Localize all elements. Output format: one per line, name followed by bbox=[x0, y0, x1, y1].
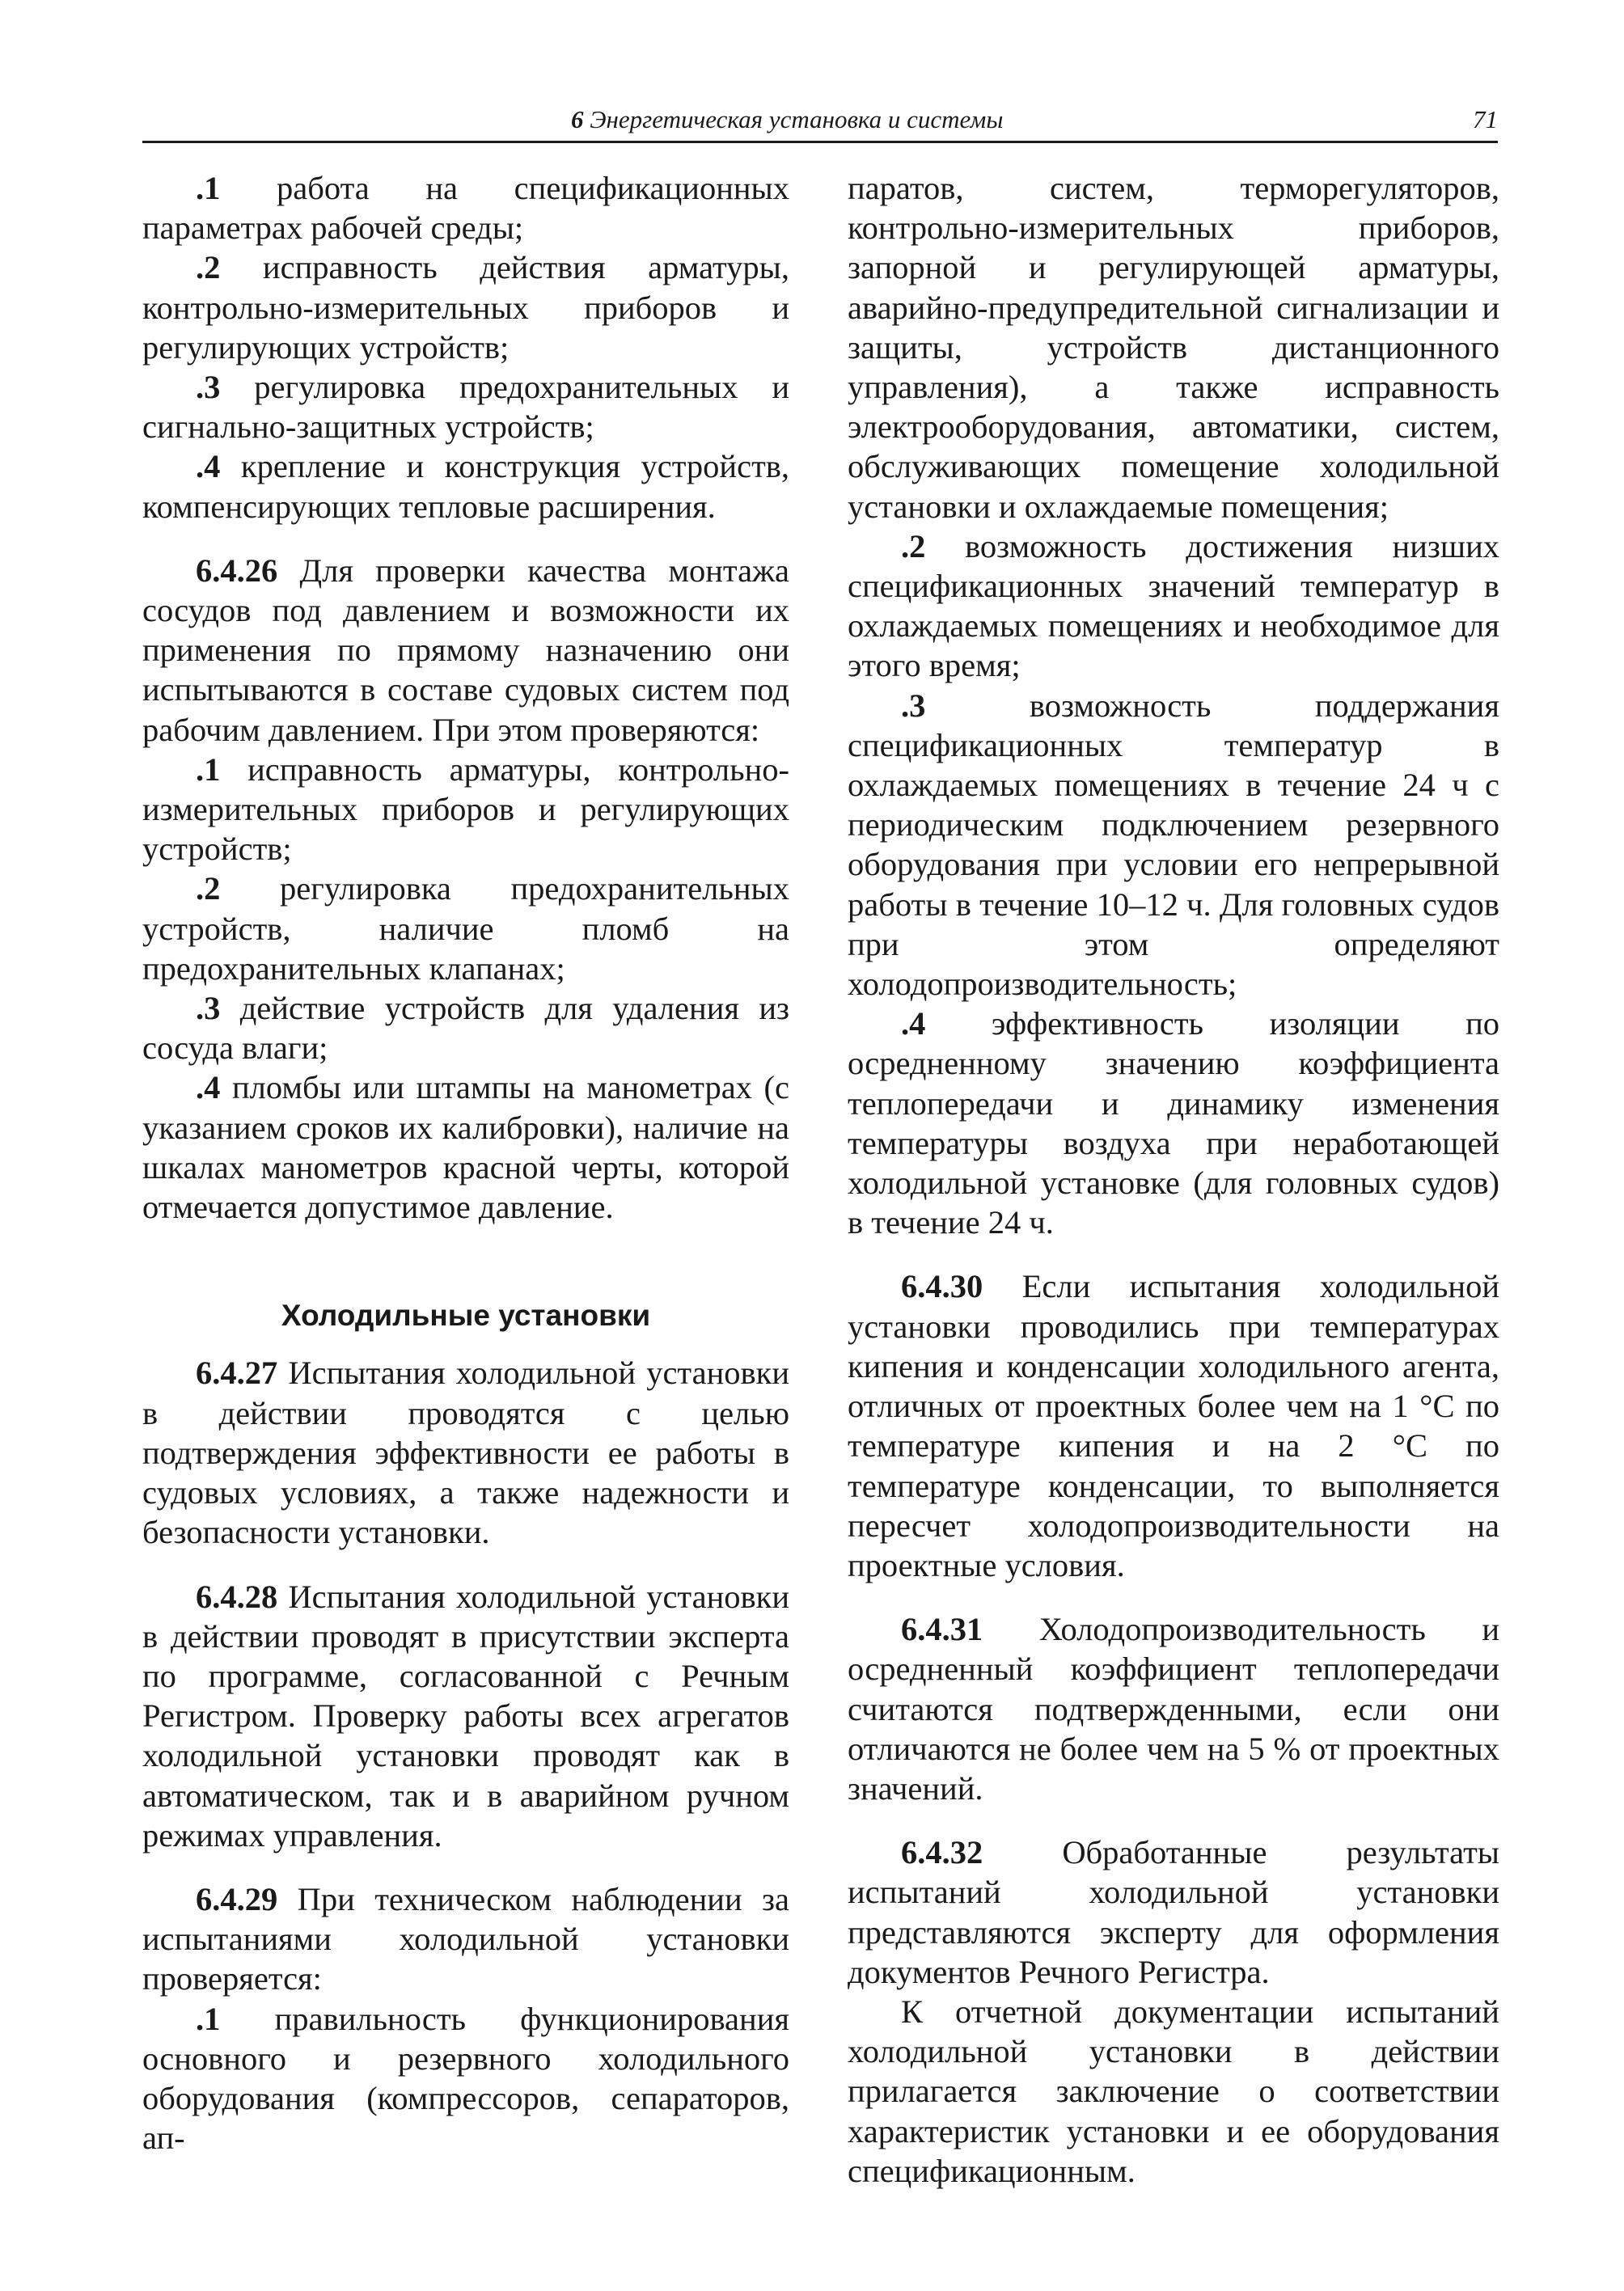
clause-number: 6.4.29 bbox=[196, 1880, 278, 1917]
clause-text: Испытания холодильной установки в действии проводятся с целью подтверждения эффективности ее работы в судовых условиях, а также надежности и безопасности установки. bbox=[142, 1355, 789, 1551]
running-title bbox=[571, 105, 1003, 134]
item-number: .2 bbox=[196, 870, 221, 907]
item-text: крепление и конструкция устройств, компенсирующих тепловые расширения. bbox=[142, 448, 790, 525]
clause-number: 6.4.28 bbox=[196, 1578, 278, 1615]
item-number: .2 bbox=[196, 249, 221, 286]
clause-6-4-26 bbox=[142, 551, 789, 750]
item-number: .1 bbox=[196, 750, 221, 788]
clause-number: 6.4.30 bbox=[901, 1268, 983, 1305]
item-text: возможность поддержания спецификационных температур в охлаждаемых помещениях в течение 24 ч с периодическим подключением резервного оборудования при условии его непрерывной работы в течение 10–12 ч. Для головных судов при этом определяют холодопроизводительность; bbox=[848, 687, 1499, 1003]
list-item bbox=[142, 247, 789, 367]
chapter-number: 6 bbox=[571, 105, 584, 133]
page-header bbox=[142, 104, 1498, 143]
item-text: регулировка предохранительных устройств, наличие пломб на предохранительных клапанах; bbox=[142, 870, 789, 987]
item-number: .4 bbox=[901, 1005, 926, 1042]
item-text: эффективность изоляции по осредненному значению коэффициента теплопередачи и динамику изменения температуры воздуха при неработающей холодильной установке (для головных судов) в течение 24 ч. bbox=[848, 1005, 1499, 1241]
clause-6-4-31 bbox=[848, 1609, 1499, 1808]
list-item bbox=[142, 1999, 789, 2158]
list-item bbox=[848, 686, 1499, 1004]
clause-number: 6.4.26 bbox=[196, 552, 278, 589]
item-text: пломбы или штампы на манометрах (с указанием сроков их калибровки), наличие на шкалах манометров красной черты, которой отмечается допустимое давление. bbox=[142, 1069, 790, 1226]
list-item-continuation: паратов, систем, терморегуляторов, контрольно-измерительных приборов, запорной и регулирующей арматуры, аварийно-предупредительной сигнализации и защиты, устройств дистанционного управления), а также исправность электрооборудования, автоматики, систем, обслуживающих помещение холодильной установки и охлаждаемые помещения; bbox=[848, 170, 1499, 525]
item-number: .4 bbox=[196, 448, 221, 485]
item-number: .3 bbox=[196, 990, 221, 1027]
item-text: возможность достижения низших спецификационных значений температур в охлаждаемых помещениях и необходимое для этого время; bbox=[848, 527, 1499, 684]
list-item bbox=[142, 367, 789, 446]
clause-6-4-29 bbox=[142, 1879, 789, 1999]
item-text: регулировка предохранительных и сигнально-защитных устройств; bbox=[142, 369, 789, 446]
right-column bbox=[848, 168, 1499, 2191]
clause-text: Обработанные результаты испытаний холодильной установки представляются эксперту для оформления документов Речного Регистра. bbox=[848, 1834, 1499, 1990]
list-item bbox=[142, 750, 789, 869]
chapter-title: Энергетическая установка и системы bbox=[590, 105, 1004, 133]
clause-text: Холодопроизводительность и осредненный коэффициент теплопередачи считаются подтвержденными, если они отличаются не более чем на 5 % от проектных значений. bbox=[848, 1611, 1499, 1807]
clause-text: При техническом наблюдении за испытаниями холодильной установки проверяется: bbox=[142, 1880, 790, 1997]
clause-text: Если испытания холодильной установки проводились при температурах кипения и конденсации холодильного агента, отличных от проектных более чем на 1 °С по температуре кипения и на 2 °С по температуре конденсации, то выполняется пересчет холодопроизводительности на проектные условия. bbox=[848, 1268, 1500, 1583]
clause-6-4-30 bbox=[848, 1266, 1499, 1585]
clause-6-4-28 bbox=[142, 1577, 789, 1855]
item-text: исправность арматуры, контрольно-измерительных приборов и регулирующих устройств; bbox=[142, 750, 790, 868]
item-number: .3 bbox=[196, 369, 221, 406]
list-item bbox=[848, 526, 1499, 686]
list-item bbox=[142, 869, 789, 988]
clause-text: Для проверки качества монтажа сосудов под давлением и возможности их применения по прямому назначению они испытываются в составе судовых систем под рабочим давлением. При этом проверяются: bbox=[142, 552, 790, 748]
item-number: .4 bbox=[196, 1069, 221, 1106]
item-text: действие устройств для удаления из сосуда влаги; bbox=[142, 990, 790, 1067]
clause-6-4-32 bbox=[848, 1832, 1499, 1992]
item-number: .3 bbox=[901, 687, 926, 724]
section-heading: Холодильные установки bbox=[281, 1299, 651, 1333]
item-number: .2 bbox=[901, 527, 926, 564]
list-item bbox=[142, 446, 789, 526]
item-text: работа на спецификационных параметрах рабочей среды; bbox=[142, 170, 789, 247]
item-number: .1 bbox=[196, 170, 221, 206]
list-item bbox=[142, 1067, 789, 1227]
clause-number: 6.4.31 bbox=[901, 1611, 983, 1648]
list-item bbox=[142, 988, 789, 1067]
left-column bbox=[142, 168, 789, 2158]
clause-number: 6.4.27 bbox=[196, 1355, 278, 1392]
item-text: правильность функционирования основного и резервного холодильного оборудования (компрессоров, сепараторов, ап- bbox=[142, 2000, 789, 2157]
list-item bbox=[142, 168, 789, 247]
item-text: исправность действия арматуры, контрольно-измерительных приборов и регулирующих устройств; bbox=[142, 249, 790, 366]
clause-text: Испытания холодильной установки в действии проводят в присутствии эксперта по программе, согласованной с Речным Регистром. Проверку работы всех агрегатов холодильной установки проводят как в автоматическом, так и в аварийном ручном режимах управления. bbox=[142, 1578, 789, 1854]
clause-number: 6.4.32 bbox=[901, 1834, 983, 1871]
closing-paragraph: К отчетной документации испытаний холодильной установки в действии прилагается заключение о соответствии характеристик установки и ее оборудования спецификационным. bbox=[848, 1993, 1499, 2189]
clause-6-4-27 bbox=[142, 1353, 789, 1552]
page-number: 71 bbox=[1473, 105, 1498, 133]
list-item bbox=[848, 1004, 1499, 1242]
item-number: .1 bbox=[196, 2000, 221, 2037]
